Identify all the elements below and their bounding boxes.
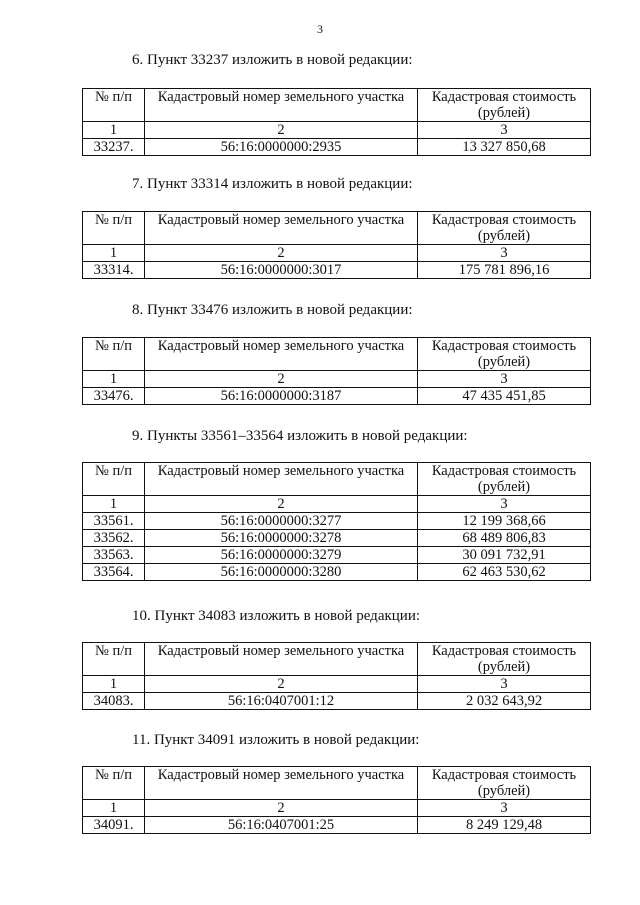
column-number: 1: [83, 245, 145, 262]
table-header-row: [83, 643, 591, 676]
header-cadastral-number: Кадастровый номер земельного участка: [145, 338, 418, 371]
column-number: 1: [83, 676, 145, 693]
header-cadastral-number: Кадастровый номер земельного участка: [145, 463, 418, 496]
column-number: 3: [418, 245, 591, 262]
column-number-row: [83, 496, 591, 513]
cadastral-table: [82, 337, 591, 405]
header-number: № п/п: [83, 463, 145, 496]
table-header-row: [83, 89, 591, 122]
row-number: 33237.: [83, 139, 145, 156]
cadastral-value: 12 199 368,66: [418, 513, 591, 530]
column-number: 2: [145, 800, 418, 817]
column-number: 1: [83, 800, 145, 817]
table-header-row: [83, 338, 591, 371]
cadastral-table: [82, 766, 591, 834]
section-heading: 11. Пункт 34091 изложить в новой редакции:: [132, 732, 420, 748]
column-number: 3: [418, 371, 591, 388]
header-cadastral-value: Кадастровая стоимость (рублей): [418, 338, 591, 371]
cadastral-table: [82, 211, 591, 279]
cadastral-number: 56:16:0000000:3279: [145, 547, 418, 564]
column-number-row: [83, 371, 591, 388]
column-number-row: [83, 800, 591, 817]
table-row: [83, 388, 591, 405]
cadastral-table: [82, 88, 591, 156]
table-row: [83, 262, 591, 279]
column-number: 3: [418, 122, 591, 139]
cadastral-number: 56:16:0407001:25: [145, 817, 418, 834]
column-number: 1: [83, 371, 145, 388]
cadastral-number: 56:16:0000000:2935: [145, 139, 418, 156]
header-number: № п/п: [83, 767, 145, 800]
header-number: № п/п: [83, 643, 145, 676]
cadastral-value: 68 489 806,83: [418, 530, 591, 547]
cadastral-number: 56:16:0000000:3280: [145, 564, 418, 581]
header-number: № п/п: [83, 338, 145, 371]
cadastral-number: 56:16:0000000:3277: [145, 513, 418, 530]
section-heading: 8. Пункт 33476 изложить в новой редакции:: [132, 302, 413, 318]
header-cadastral-number: Кадастровый номер земельного участка: [145, 89, 418, 122]
table-row: [83, 564, 591, 581]
column-number: 2: [145, 122, 418, 139]
table-row: [83, 513, 591, 530]
column-number: 2: [145, 676, 418, 693]
header-cadastral-value: Кадастровая стоимость (рублей): [418, 463, 591, 496]
table-row: [83, 693, 591, 710]
section-heading: 10. Пункт 34083 изложить в новой редакции:: [132, 608, 421, 624]
cadastral-number: 56:16:0000000:3017: [145, 262, 418, 279]
column-number: 1: [83, 122, 145, 139]
header-cadastral-value: Кадастровая стоимость (рублей): [418, 767, 591, 800]
row-number: 34091.: [83, 817, 145, 834]
header-cadastral-number: Кадастровый номер земельного участка: [145, 767, 418, 800]
cadastral-value: 47 435 451,85: [418, 388, 591, 405]
row-number: 33563.: [83, 547, 145, 564]
column-number: 3: [418, 800, 591, 817]
cadastral-table: [82, 642, 591, 710]
cadastral-value: 30 091 732,91: [418, 547, 591, 564]
header-number: № п/п: [83, 89, 145, 122]
column-number: 2: [145, 496, 418, 513]
cadastral-value: 62 463 530,62: [418, 564, 591, 581]
column-number: 3: [418, 496, 591, 513]
table-row: [83, 547, 591, 564]
cadastral-table: [82, 462, 591, 581]
header-cadastral-value: Кадастровая стоимость (рублей): [418, 643, 591, 676]
column-number-row: [83, 245, 591, 262]
header-cadastral-number: Кадастровый номер земельного участка: [145, 643, 418, 676]
table-header-row: [83, 767, 591, 800]
column-number: 3: [418, 676, 591, 693]
row-number: 33561.: [83, 513, 145, 530]
cadastral-value: 2 032 643,92: [418, 693, 591, 710]
column-number: 2: [145, 245, 418, 262]
row-number: 34083.: [83, 693, 145, 710]
column-number-row: [83, 676, 591, 693]
cadastral-value: 175 781 896,16: [418, 262, 591, 279]
cadastral-number: 56:16:0000000:3187: [145, 388, 418, 405]
table-header-row: [83, 212, 591, 245]
section-heading: 6. Пункт 33237 изложить в новой редакции:: [132, 52, 413, 68]
column-number: 2: [145, 371, 418, 388]
row-number: 33562.: [83, 530, 145, 547]
cadastral-value: 8 249 129,48: [418, 817, 591, 834]
section-heading: 7. Пункт 33314 изложить в новой редакции:: [132, 176, 413, 192]
cadastral-number: 56:16:0000000:3278: [145, 530, 418, 547]
column-number-row: [83, 122, 591, 139]
table-header-row: [83, 463, 591, 496]
table-row: [83, 139, 591, 156]
header-cadastral-value: Кадастровая стоимость (рублей): [418, 89, 591, 122]
column-number: 1: [83, 496, 145, 513]
header-number: № п/п: [83, 212, 145, 245]
row-number: 33564.: [83, 564, 145, 581]
row-number: 33476.: [83, 388, 145, 405]
row-number: 33314.: [83, 262, 145, 279]
table-row: [83, 530, 591, 547]
header-cadastral-number: Кадастровый номер земельного участка: [145, 212, 418, 245]
page-number: 3: [317, 22, 323, 36]
section-heading: 9. Пункты 33561–33564 изложить в новой редакции:: [132, 428, 468, 444]
cadastral-number: 56:16:0407001:12: [145, 693, 418, 710]
header-cadastral-value: Кадастровая стоимость (рублей): [418, 212, 591, 245]
cadastral-value: 13 327 850,68: [418, 139, 591, 156]
table-row: [83, 817, 591, 834]
